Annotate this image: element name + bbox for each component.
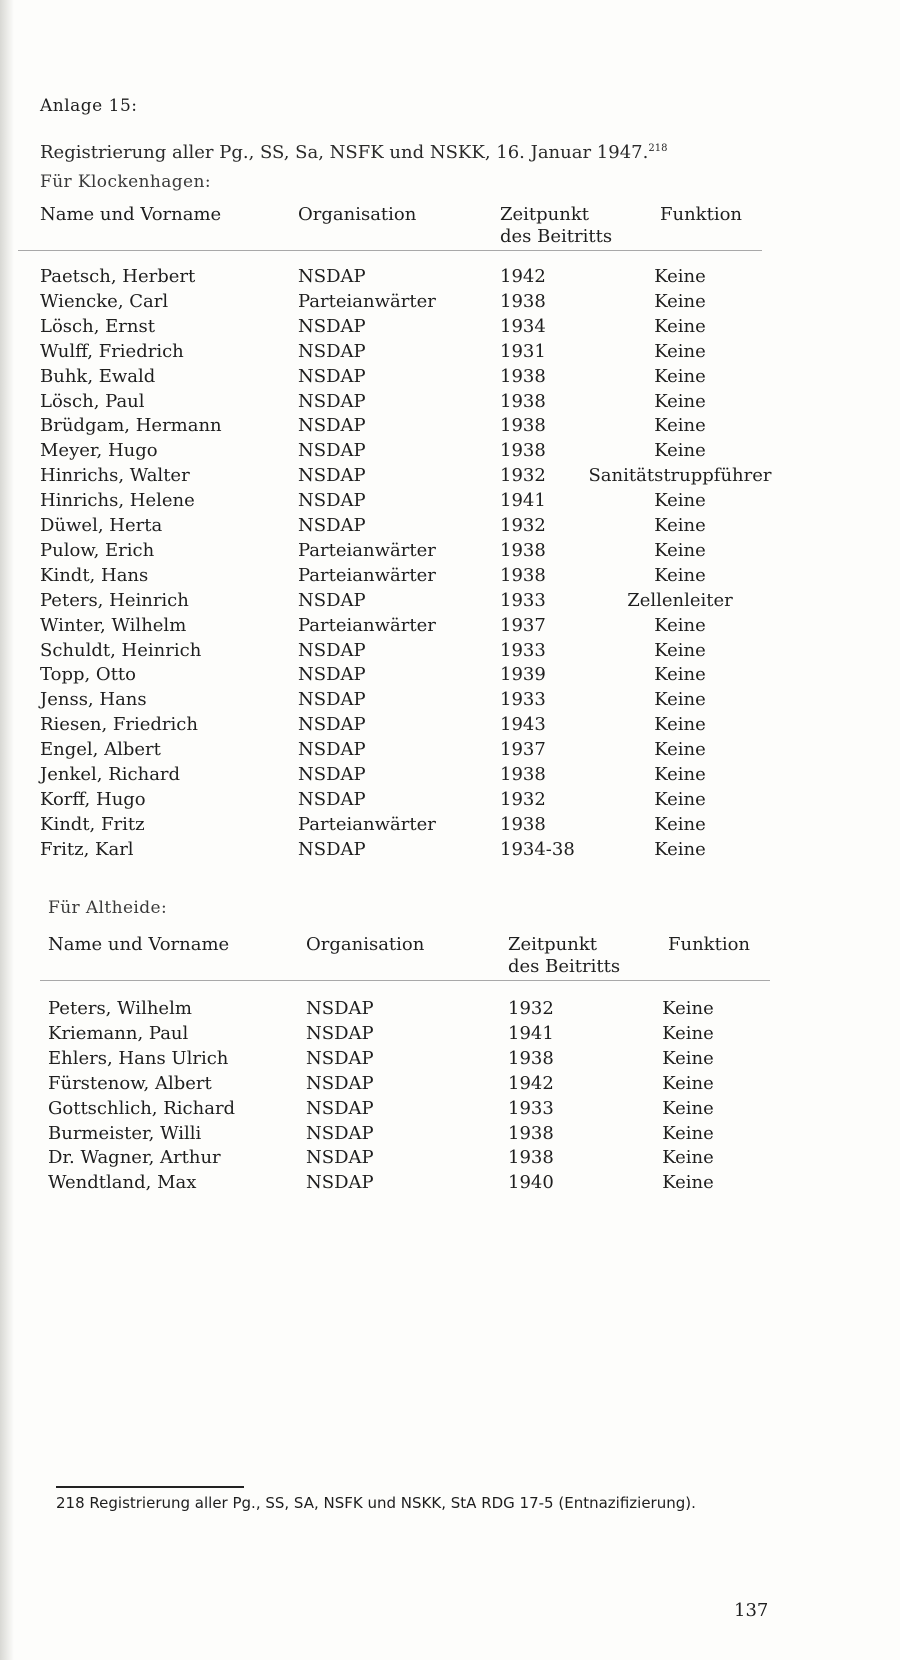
member-organisation: NSDAP	[298, 589, 366, 611]
member-join-year: 1941	[508, 1022, 554, 1044]
member-organisation: Parteianwärter	[298, 614, 436, 636]
member-name: Düwel, Herta	[40, 515, 163, 536]
table-row	[40, 565, 800, 591]
member-name: Peters, Heinrich	[40, 589, 189, 611]
section-label: Für Klockenhagen:	[40, 172, 211, 192]
member-name: Gottschlich, Richard	[48, 1097, 236, 1119]
member-organisation: NSDAP	[298, 415, 366, 437]
member-function: Keine	[654, 340, 706, 362]
table-row	[40, 465, 800, 491]
member-organisation: NSDAP	[298, 838, 366, 860]
member-function: Keine	[654, 714, 706, 736]
table-row	[40, 316, 800, 342]
member-name: Lösch, Ernst	[40, 315, 155, 337]
member-function: Keine	[654, 290, 706, 312]
member-organisation: NSDAP	[298, 689, 366, 711]
member-function: Keine	[654, 415, 706, 437]
member-name: Ehlers, Hans Ulrich	[48, 1047, 229, 1069]
member-name: Buhk, Ewald	[40, 365, 156, 387]
member-function: Keine	[654, 614, 706, 636]
header-rule	[18, 250, 762, 251]
member-function: Keine	[654, 764, 706, 785]
member-function: Keine	[654, 564, 706, 586]
member-name: Fritz, Karl	[40, 838, 134, 860]
member-function: Keine	[654, 664, 706, 686]
table-row	[40, 640, 800, 666]
member-join-year: 1932	[500, 465, 546, 487]
member-join-year: 1938	[508, 1047, 554, 1069]
member-organisation: NSDAP	[306, 1097, 374, 1119]
page-gutter-shadow	[0, 0, 14, 1660]
table-row	[40, 839, 800, 865]
table-row	[48, 1123, 808, 1149]
member-name: Jenss, Hans	[40, 689, 147, 711]
table-row	[40, 764, 800, 790]
member-function: Keine	[654, 813, 706, 835]
member-name: Lösch, Paul	[40, 390, 145, 412]
table-row	[40, 664, 800, 690]
member-name: Wendtland, Max	[48, 1172, 197, 1194]
member-organisation: NSDAP	[298, 639, 366, 661]
member-name: Riesen, Friedrich	[40, 714, 198, 736]
member-join-year: 1931	[500, 340, 546, 362]
member-organisation: NSDAP	[298, 515, 366, 536]
table-row	[48, 1172, 808, 1198]
member-join-year: 1937	[500, 739, 546, 761]
member-organisation: NSDAP	[298, 764, 366, 785]
member-name: Topp, Otto	[40, 664, 136, 686]
column-header-zeitpunkt-line2: des Beitritts	[508, 956, 621, 977]
table-row	[40, 366, 800, 392]
table-row	[40, 391, 800, 417]
member-organisation: NSDAP	[306, 1047, 374, 1069]
member-join-year: 1938	[500, 415, 546, 437]
member-name: Winter, Wilhelm	[40, 614, 187, 636]
table-row	[48, 1023, 808, 1049]
member-organisation: NSDAP	[298, 440, 366, 462]
member-organisation: Parteianwärter	[298, 290, 436, 312]
member-join-year: 1938	[500, 539, 546, 561]
member-name: Schuldt, Heinrich	[40, 639, 202, 661]
member-name: Brüdgam, Hermann	[40, 415, 222, 437]
table-row	[40, 689, 800, 715]
member-function: Keine	[662, 998, 714, 1019]
table-row	[40, 490, 800, 516]
member-function: Keine	[654, 390, 706, 412]
member-name: Kriemann, Paul	[48, 1022, 189, 1044]
member-join-year: 1937	[500, 614, 546, 636]
member-join-year: 1932	[500, 788, 546, 810]
member-organisation: Parteianwärter	[298, 813, 436, 835]
member-function: Keine	[654, 440, 706, 462]
member-name: Meyer, Hugo	[40, 440, 158, 462]
member-organisation: NSDAP	[306, 1072, 374, 1094]
member-join-year: 1932	[508, 998, 554, 1019]
member-organisation: NSDAP	[306, 1172, 374, 1194]
member-name: Burmeister, Willi	[48, 1122, 202, 1144]
section-label: Für Altheide:	[48, 898, 168, 918]
member-organisation: Parteianwärter	[298, 564, 436, 586]
member-join-year: 1938	[500, 813, 546, 835]
member-function: Keine	[662, 1022, 714, 1044]
member-organisation: NSDAP	[306, 1122, 374, 1144]
member-function: Keine	[654, 739, 706, 761]
table-row	[40, 291, 800, 317]
table-row	[40, 515, 800, 541]
table-row	[40, 540, 800, 566]
member-name: Hinrichs, Helene	[40, 490, 195, 512]
member-name: Kindt, Hans	[40, 564, 149, 586]
member-join-year: 1938	[500, 564, 546, 586]
footnote-reference: 218	[648, 143, 668, 154]
table-row	[48, 1098, 808, 1124]
member-function: Keine	[662, 1122, 714, 1144]
member-organisation: NSDAP	[298, 390, 366, 412]
table-row	[40, 814, 800, 840]
table-row	[48, 1147, 808, 1173]
member-function: Keine	[654, 689, 706, 711]
member-name: Paetsch, Herbert	[40, 266, 196, 287]
member-organisation: NSDAP	[298, 365, 366, 387]
member-name: Peters, Wilhelm	[48, 998, 192, 1019]
table-row	[40, 714, 800, 740]
column-header-name: Name und Vorname	[40, 204, 222, 225]
table-row	[40, 739, 800, 765]
member-organisation: NSDAP	[298, 739, 366, 761]
member-organisation: NSDAP	[306, 1022, 374, 1044]
column-header-zeitpunkt-line2: des Beitritts	[500, 226, 613, 247]
member-join-year: 1938	[500, 290, 546, 312]
member-function: Keine	[662, 1047, 714, 1069]
member-function: Keine	[662, 1172, 714, 1194]
table-row	[40, 341, 800, 367]
member-function: Sanitätstruppführer	[588, 465, 772, 487]
member-join-year: 1933	[500, 589, 546, 611]
member-name: Korff, Hugo	[40, 788, 146, 810]
member-join-year: 1933	[500, 639, 546, 661]
column-header-zeitpunkt	[508, 934, 620, 978]
member-join-year: 1933	[500, 689, 546, 711]
column-header-funktion: Funktion	[660, 204, 743, 225]
member-organisation: NSDAP	[298, 714, 366, 736]
member-function: Keine	[654, 515, 706, 536]
footnote: 218 Registrierung aller Pg., SS, SA, NSFK und NSKK, StA RDG 17-5 (Entnazifizierung).	[56, 1494, 696, 1512]
member-function: Keine	[662, 1147, 714, 1169]
table-row	[40, 590, 800, 616]
member-name: Pulow, Erich	[40, 539, 155, 561]
member-join-year: 1938	[500, 365, 546, 387]
table-row	[40, 440, 800, 466]
member-join-year: 1939	[500, 664, 546, 686]
member-function: Keine	[662, 1072, 714, 1094]
member-function: Keine	[654, 490, 706, 512]
member-function: Keine	[654, 315, 706, 337]
member-function: Keine	[662, 1097, 714, 1119]
footnote-separator	[56, 1486, 244, 1488]
document-title	[40, 142, 667, 163]
member-function: Keine	[654, 266, 706, 287]
member-join-year: 1941	[500, 490, 546, 512]
member-join-year: 1938	[500, 390, 546, 412]
column-header-name: Name und Vorname	[48, 934, 230, 955]
member-join-year: 1943	[500, 714, 546, 736]
member-organisation: NSDAP	[298, 465, 366, 487]
member-join-year: 1938	[500, 764, 546, 785]
member-organisation: NSDAP	[298, 340, 366, 362]
appendix-heading: Anlage 15:	[40, 96, 138, 116]
table-row	[40, 266, 800, 292]
table-row	[40, 415, 800, 441]
member-organisation: NSDAP	[298, 788, 366, 810]
member-organisation: NSDAP	[298, 266, 366, 287]
member-join-year: 1942	[500, 266, 546, 287]
column-header-zeitpunkt	[500, 204, 612, 248]
member-name: Wiencke, Carl	[40, 290, 169, 312]
member-join-year: 1938	[508, 1122, 554, 1144]
member-join-year: 1940	[508, 1172, 554, 1194]
table-row	[40, 789, 800, 815]
page-number: 137	[734, 1600, 769, 1621]
member-organisation: NSDAP	[306, 1147, 374, 1169]
header-rule	[40, 980, 770, 981]
member-join-year: 1934-38	[500, 838, 575, 860]
member-name: Engel, Albert	[40, 739, 161, 761]
member-function: Keine	[654, 788, 706, 810]
member-organisation: Parteianwärter	[298, 539, 436, 561]
member-join-year: 1942	[508, 1072, 554, 1094]
member-join-year: 1934	[500, 315, 546, 337]
member-function: Keine	[654, 639, 706, 661]
member-function: Keine	[654, 539, 706, 561]
table-row	[48, 1073, 808, 1099]
member-join-year: 1938	[500, 440, 546, 462]
member-organisation: NSDAP	[298, 490, 366, 512]
column-header-organisation: Organisation	[298, 204, 417, 225]
member-join-year: 1938	[508, 1147, 554, 1169]
member-name: Hinrichs, Walter	[40, 465, 190, 487]
member-join-year: 1933	[508, 1097, 554, 1119]
table-row	[40, 615, 800, 641]
table-row	[48, 1048, 808, 1074]
member-name: Fürstenow, Albert	[48, 1072, 212, 1094]
member-name: Wulff, Friedrich	[40, 340, 184, 362]
member-function: Zellenleiter	[627, 589, 733, 611]
member-function: Keine	[654, 838, 706, 860]
member-name: Dr. Wagner, Arthur	[48, 1147, 221, 1169]
table-row	[48, 998, 808, 1024]
document-title-text: Registrierung aller Pg., SS, Sa, NSFK und NSKK, 16. Januar 1947.	[40, 142, 649, 163]
member-organisation: NSDAP	[298, 664, 366, 686]
member-function: Keine	[654, 365, 706, 387]
member-organisation: NSDAP	[306, 998, 374, 1019]
member-join-year: 1932	[500, 515, 546, 536]
column-header-organisation: Organisation	[306, 934, 425, 955]
member-name: Jenkel, Richard	[40, 764, 181, 785]
column-header-funktion: Funktion	[668, 934, 751, 955]
member-name: Kindt, Fritz	[40, 813, 145, 835]
column-header-zeitpunkt-line1: Zeitpunkt	[500, 204, 589, 225]
column-header-zeitpunkt-line1: Zeitpunkt	[508, 934, 597, 955]
member-organisation: NSDAP	[298, 315, 366, 337]
